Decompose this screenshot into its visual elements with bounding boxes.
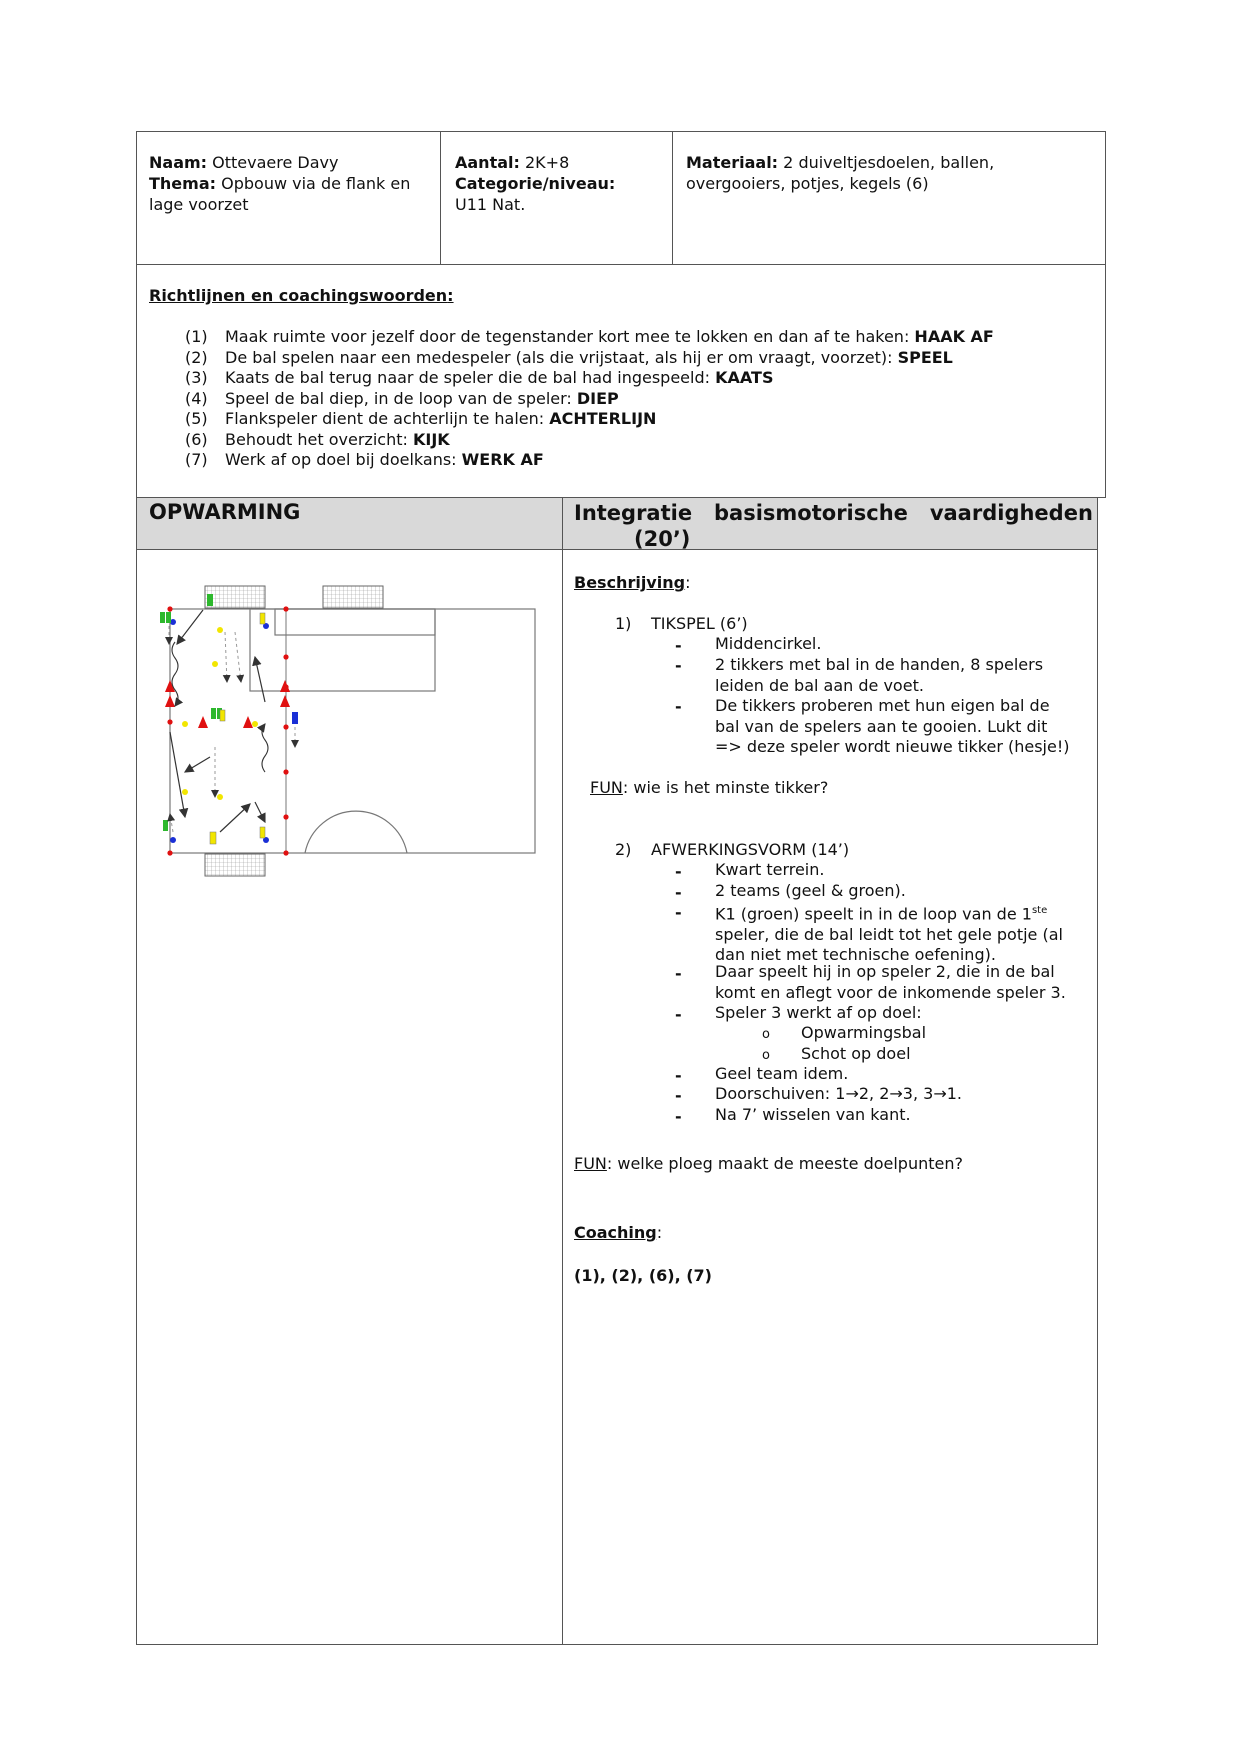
guideline-item: (2) De bal spelen naar een medespeler (als die vrijstaat, als hij er om vraagt, voorzet): SPEEL <box>185 347 953 367</box>
part1-title: TIKSPEL (6’) <box>651 614 748 633</box>
goal-top-right <box>323 586 383 608</box>
part2-item-c: K1 (groen) speelt in in de loop van de 1ste speler, die de bal leidt tot het gele potje (al dan niet met technische oefening). <box>715 904 1063 965</box>
part2-item-h: Na 7’ wisselen van kant. <box>715 1105 911 1124</box>
dash: - <box>675 1086 682 1105</box>
categorie-value: U11 Nat. <box>455 195 526 214</box>
exercise-diagram <box>155 582 545 882</box>
cones <box>165 680 290 728</box>
goal-area <box>250 609 435 691</box>
materiaal-value-line2: overgooiers, potjes, kegels (6) <box>686 174 929 193</box>
guideline-item: (6) Behoudt het overzicht: KIJK <box>185 429 450 449</box>
materiaal-value-line1: 2 duiveltjesdoelen, ballen, <box>783 153 995 172</box>
dash: - <box>675 1005 682 1024</box>
blue-balls <box>170 619 269 843</box>
guideline-item: (5) Flankspeler dient de achterlijn te halen: ACHTERLIJN <box>185 409 657 428</box>
guideline-item: (3) Kaats de bal terug naar de speler die de bal had ingespeeld: KAATS <box>185 368 774 387</box>
guideline-item: (1) Maak ruimte voor jezelf door de tegenstander kort mee te lokken en dan af te haken: HAAK AF <box>185 327 994 346</box>
part2-item-a: Kwart terrein. <box>715 860 825 879</box>
guidelines-list <box>185 327 994 471</box>
guideline-item: (4) Speel de bal diep, in de loop van de speler: DIEP <box>185 388 619 408</box>
beschrijving-heading: Beschrijving: <box>574 573 691 592</box>
naam-field <box>149 152 410 215</box>
bullet-circle: o <box>762 1027 770 1042</box>
coaching-heading: Coaching: <box>574 1223 663 1242</box>
field-outline <box>170 609 535 853</box>
part2-item-e: Speler 3 werkt af op doel: <box>715 1003 922 1022</box>
thema-label: Thema: <box>149 174 217 193</box>
part1-heading: 1) <box>615 614 632 633</box>
dash: - <box>675 883 682 902</box>
players-green <box>160 594 222 831</box>
fun1: FUN: wie is het minste tikker? <box>590 778 829 797</box>
red-markers <box>167 606 288 855</box>
pass-arrows <box>170 610 265 832</box>
part2-item-e-sub2: Schot op doel <box>801 1044 911 1063</box>
part1-item-1: Middencirkel. <box>715 634 822 653</box>
thema-value-line2: lage voorzet <box>149 195 249 214</box>
penalty-area <box>275 609 435 635</box>
part2-item-b: 2 teams (geel & groen). <box>715 881 906 900</box>
dash: - <box>675 964 682 983</box>
dash: - <box>675 636 682 655</box>
aantal-value: 2K+8 <box>525 153 570 172</box>
part2-item-f: Geel team idem. <box>715 1064 849 1083</box>
dash: - <box>675 697 682 716</box>
part2-item-d: Daar speelt hij in op speler 2, die in de bal komt en aflegt voor de inkomende speler 3. <box>715 962 1066 1002</box>
dash: - <box>675 656 682 675</box>
players-yellow <box>210 613 265 844</box>
section-title-left: OPWARMING <box>149 500 301 524</box>
player-blue <box>292 712 298 724</box>
naam-label: Naam: <box>149 153 208 172</box>
dash: - <box>675 1066 682 1085</box>
coaching-value: (1), (2), (6), (7) <box>574 1266 712 1285</box>
section-title-right: Integratie basismotorische vaardigheden (20’) <box>574 501 1093 551</box>
part2-num: 2) <box>615 840 632 859</box>
goal-bottom <box>205 854 265 876</box>
part1-item-3: De tikkers proberen met hun eigen bal de bal van de spelers aan te gooien. Lukt dit => deze speler wordt nieuwe tikker (hesje!) <box>715 696 1070 756</box>
kwart-terrein <box>170 609 286 853</box>
categorie-label: Categorie/niveau: <box>455 174 616 193</box>
guidelines-title: Richtlijnen en coachingswoorden: <box>149 286 454 305</box>
dash: - <box>675 1107 682 1126</box>
aantal-label: Aantal: <box>455 153 520 172</box>
materiaal-label: Materiaal: <box>686 153 779 172</box>
dash: - <box>675 862 682 881</box>
aantal-field <box>455 152 615 215</box>
dribble-paths <box>172 642 268 772</box>
run-lines <box>169 626 295 832</box>
part2-item-g: Doorschuiven: 1→2, 2→3, 3→1. <box>715 1084 962 1103</box>
dash: - <box>675 903 682 922</box>
part2-item-e-sub1: Opwarmingsbal <box>801 1023 927 1042</box>
goal-top-left <box>205 586 265 608</box>
naam-value: Ottevaere Davy <box>212 153 339 172</box>
thema-value-line1: Opbouw via de flank en <box>221 174 411 193</box>
guideline-item: (7) Werk af op doel bij doelkans: WERK AF <box>185 450 544 469</box>
materiaal-field <box>686 152 994 194</box>
bullet-circle: o <box>762 1048 770 1063</box>
part1-item-2: 2 tikkers met bal in de handen, 8 spelers leiden de bal aan de voet. <box>715 655 1044 695</box>
center-circle <box>305 811 407 853</box>
part2-title: AFWERKINGSVORM (14’) <box>651 840 850 859</box>
fun2: FUN: welke ploeg maakt de meeste doelpunten? <box>574 1154 963 1173</box>
